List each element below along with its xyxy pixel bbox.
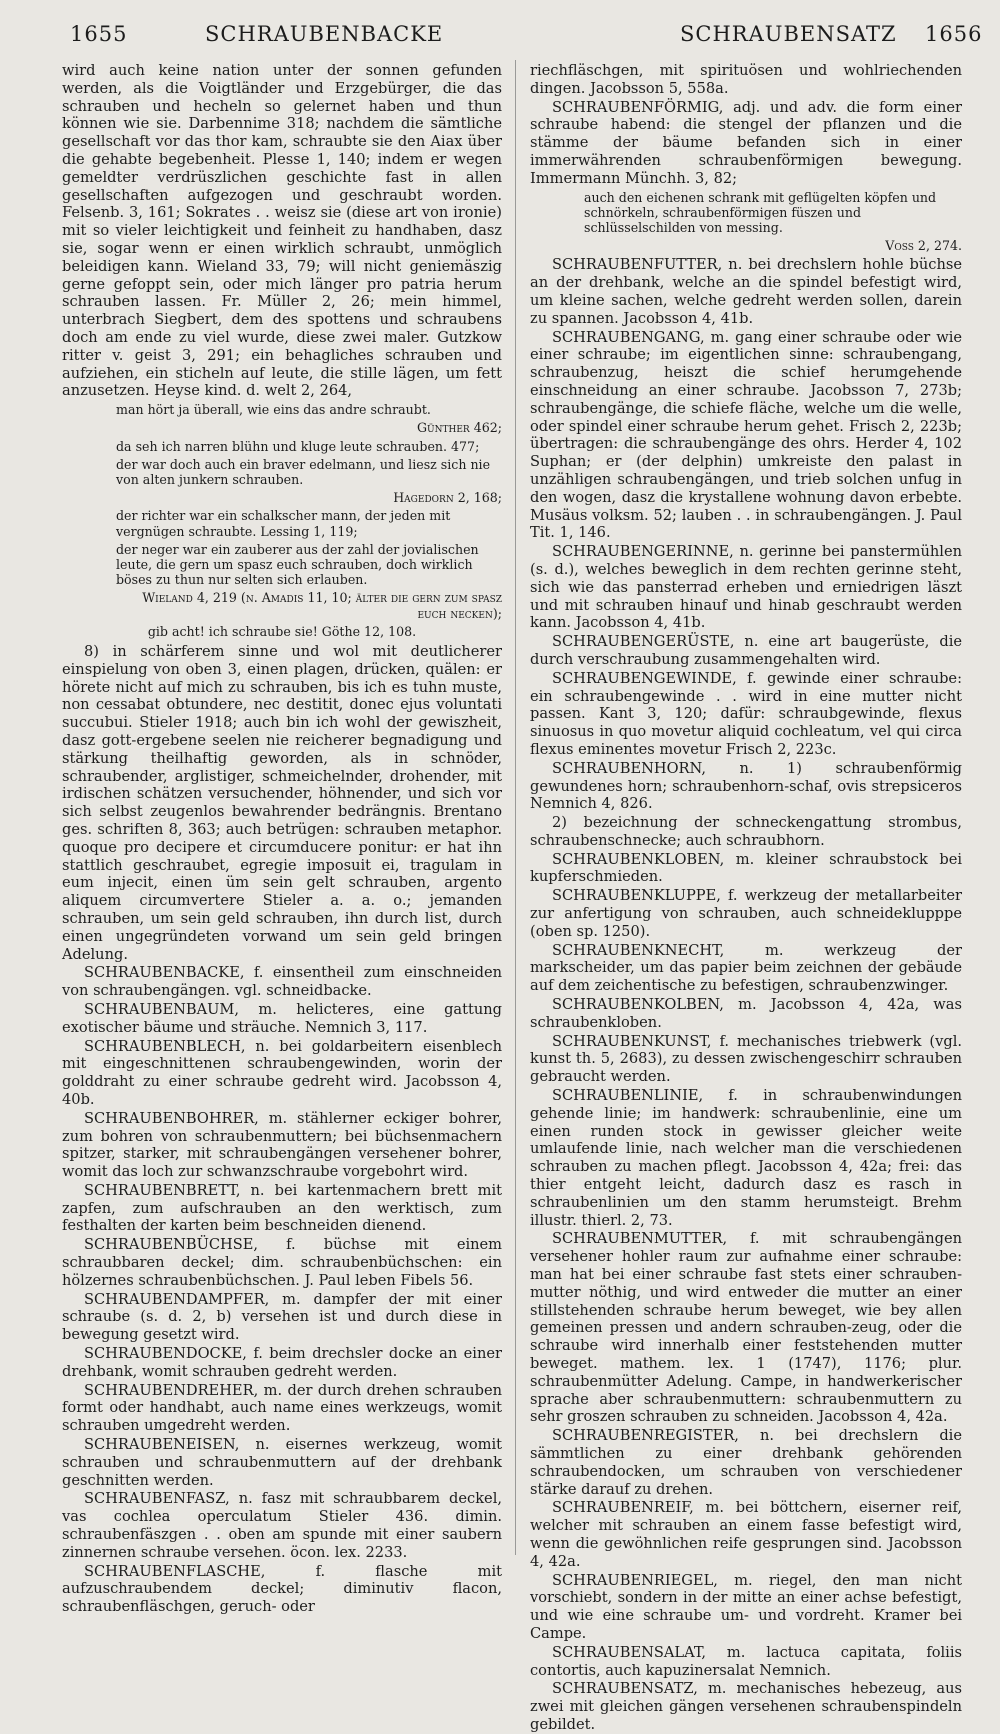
left-column-paragraph: SCHRAUBENBÜCHSE, f. büchse mit einem schraubbaren deckel; dim. schraubenbüchschen: ein hölzernes schraubenbüchschen. J. Paul leben Fibels 56. [62, 1236, 502, 1289]
left-column-paragraph: wird auch keine nation unter der sonnen gefunden werden, als die Voigtländer und Erzgebürger, die das schrauben und hecheln so gelernet haben und thun können wie sie. Darbennime 318; nachdem die sämtliche gesellschaft vor das thor kam, schraubte sie den Aiax über die gehabte begebenheit. Plesse 1, 140; indem er wegen gemeldter verdrüszlichen geschichte fast in allen gesellschaften aufgezogen und geschraubt worden. Felsenb. 3, 161; Sokrates . . weisz sie (diese art von ironie) mit so vieler leichtigkeit und feinheit zu handhaben, dasz sie, sogar wenn er einen wirklich schraubt, unmöglich beleidigen kann. Wieland 33, 79; will nicht geniemäszig gerne gefoppt sein, oder mich länger pro patria herum schrauben lassen. Fr. Müller 2, 26; mein himmel, unterbrach Siegbert, dem des spottens und schraubens doch am ende zu viel wurde, diese zwei maler. Gutzkow ritter v. geist 3, 291; ein behagliches schrauben und aufziehen, ein sticheln auf leute, die stille lägen, um fett anzusetzen. Heyse kind. d. welt 2, 264, [62, 62, 502, 400]
left-column-paragraph: der war doch auch ein braver edelmann, und liesz sich nie von alten junkern schrauben. [116, 456, 491, 487]
running-head-right: SCHRAUBENSATZ [680, 22, 897, 46]
left-column-paragraph: SCHRAUBENBOHRER, m. stählerner eckiger bohrer, zum bohren von schraubenmuttern; bei büchsenmachern spitzer, starker, mit schraubengängen versehener bohrer, womit das loch zur schwanzschraube vorgebohrt wird. [62, 1109, 502, 1181]
right-column-paragraph: SCHRAUBENREIF, m. bei böttchern, eiserner reif, welcher mit schrauben an einem fasse befestigt wird, wenn die gewöhnlichen reife gesprungen sind. Jacobsson 4, 42a. [530, 1499, 962, 1570]
right-column-paragraph: riechfläschgen, mit spirituösen und wohlriechenden dingen. Jacobsson 5, 558a. [530, 62, 962, 97]
right-column-paragraph: Voss 2, 274. [885, 238, 962, 254]
right-column-paragraph: SCHRAUBENGANG, m. gang einer schraube oder wie einer schraube; im eigentlichen sinne: schraubengang, schraubenzug, heiszt die schief herumgehende einschneidung an einer schraube. Jacobsson 7, 273b; schraubengänge, die schiefe fläche, welche um die welle, oder spindel einer schraube herum gehet. Frisch 2, 223b; übertragen: die schraubengänge des ohrs. Herder 4, 102 Suphan; er (der delphin) umkreiste den palast in unzähligen schraubengängen, und trieb solchen unfug in den wogen, dasz die krystallene wohnung davon erbebte. Musäus volksm. 52; lauben . . in schraubengängen. J. Paul Tit. 1, 146. [530, 328, 962, 542]
right-column-paragraph: SCHRAUBENSATZ, m. mechanisches hebezeug, aus zwei mit gleichen gängen versehenen schraubenspindeln gebildet. [530, 1680, 962, 1733]
right-column-paragraph: SCHRAUBENGERÜSTE, n. eine art baugerüste, die durch verschraubung zusammengehalten wird. [530, 633, 962, 668]
right-column-paragraph: SCHRAUBENKUNST, f. mechanisches triebwerk (vgl. kunst th. 5, 2683), zu dessen zwischengeschirr schrauben gebraucht werden. [530, 1032, 962, 1086]
right-column-paragraph: SCHRAUBENREGISTER, n. bei drechslern die sämmtlichen zu einer drehbank gehörenden schraubendocken, um schrauben von verschiedener stärke darauf zu drehen. [530, 1427, 962, 1498]
right-column-paragraph: SCHRAUBENRIEGEL, m. riegel, den man nicht vorschiebt, sondern in der mitte an einer achse befestigt, und wie eine schraube um- und vordreht. Kramer bei Campe. [530, 1571, 962, 1642]
right-column-paragraph: SCHRAUBENGERINNE, n. gerinne bei panstermühlen (s. d.), welches beweglich in dem rechten gerinne steht, sich wie das pansterrad erheben und erniedrigen läszt und mit schrauben hinauf und hinab geschraubt werden kann. Jacobsson 4, 41b. [530, 543, 962, 632]
right-column-paragraph: auch den eichenen schrank mit geflügelten köpfen und schnörkeln, schraubenförmigen füszen und schlüsselschilden von messing. [584, 189, 937, 235]
page-number-right: 1656 [925, 22, 983, 46]
running-head-left: SCHRAUBENBACKE [205, 22, 444, 46]
left-column-paragraph: SCHRAUBENDOCKE, f. beim drechsler docke an einer drehbank, womit schrauben gedreht werden. [62, 1345, 502, 1380]
right-column-paragraph: SCHRAUBENGEWINDE, f. gewinde einer schraube: ein schraubengewinde . . wird in eine mutter nicht passen. Kant 3, 120; dafür: schraubgewinde, flexus sinuosus in quo movetur aliquid cochleatum, vel qui circa flexus eminentes movetur Frisch 2, 223c. [530, 669, 962, 758]
right-column-paragraph: SCHRAUBENKLOBEN, m. kleiner schraubstock bei kupferschmieden. [530, 850, 962, 886]
left-column-paragraph: SCHRAUBENBRETT, n. bei kartenmachern brett mit zapfen, zum aufschrauben an den werktisch, zum festhalten der karten beim beschneiden dienend. [62, 1181, 502, 1235]
left-column-paragraph: der neger war ein zauberer aus der zahl der jovialischen leute, die gern um spasz euch schrauben, doch wirklich böses zu thun nur selten sich erlauben. [116, 541, 479, 588]
right-column-paragraph: SCHRAUBENMUTTER, f. mit schraubengängen versehener hohler raum zur aufnahme einer schraube: man hat bei einer schraube fast stets einer schrauben-mutter nöthig, und wird entweder die mutter an einer stillstehenden schraube herum beweget, wie bey allen gemeinen pressen und andern schrauben-zeug, oder die schraube wird innerhalb einer feststehenden mutter beweget. mathem. lex. 1 (1747), 1176; plur. schraubenmütter Adelung. Campe, in handwerkerischer sprache aber schraubenmuttern: schraubenmuttern zu sehr groszen schrauben zu schneiden. Jacobsson 4, 42a. [530, 1230, 962, 1426]
right-column-paragraph: SCHRAUBENSALAT, m. lactuca capitata, foliis contortis, auch kapuzinersalat Nemnich. [530, 1643, 962, 1679]
left-column-paragraph: 8) in schärferem sinne und wol mit deutlicherer einspielung von oben 3, einen plagen, drücken, quälen: er hörete nicht auf mich zu schrauben, bis ich es tuhn muste, non cessabat obtundere, nec destitit, donec ejus voluntati succubui. Stieler 1918; auch bin ich wohl der gewiszheit, dasz gott-ergebene seelen nie reicherer begnadigung und stärkung theilhaftig geworden, als in schnöder, schraubender, arglistiger, schmeichelnder, drohender, mit irdischen schätzen versuchender, höhnender, und sich vor sich selbst zeugenlos bewahrender bedrängnis. Brentano ges. schriften 8, 363; auch betrügen: schrauben metaphor. quoque pro decipere et circumducere ponitur: er hat ihn stattlich geschraubet, egregie imposuit ei, tragulam in eum injecit, einen üm sein gelt schrauben, argento aliquem circumvertere Stieler a. a. o.; jemanden schrauben, um sein geld schrauben, ihn durch list, durch einen ungegründeten vorwand um sein geld bringen Adelung. [62, 642, 502, 963]
left-column-paragraph: Wieland 4, 219 (n. Amadis 11, 10; älter die gern zum spasz euch necken); [142, 590, 502, 621]
left-column-paragraph: SCHRAUBENDREHER, m. der durch drehen schrauben formt oder handhabt, auch name eines werkzeugs, womit schrauben umgedreht werden. [62, 1381, 502, 1435]
left-column-paragraph: SCHRAUBENDAMPFER, m. dampfer der mit einer schraube (s. d. 2, b) versehen ist und durch diese in bewegung gesetzt wird. [62, 1290, 502, 1344]
right-column-paragraph: SCHRAUBENKOLBEN, m. Jacobsson 4, 42a, was schraubenkloben. [530, 996, 962, 1031]
right-column-paragraph: SCHRAUBENKLUPPE, f. werkzeug der metallarbeiter zur anfertigung von schrauben, auch schneideklupppe (oben sp. 1250). [530, 887, 962, 940]
left-column-paragraph: SCHRAUBENFLASCHE, f. flasche mit aufzuschraubendem deckel; diminutiv flacon, schraubenfläschgen, geruch- oder [62, 1562, 502, 1616]
left-column [62, 62, 502, 1616]
left-column-paragraph: man hört ja überall, wie eins das andre schraubt. [116, 402, 431, 418]
left-column-paragraph: Günther 462; [416, 420, 502, 436]
left-column-paragraph: SCHRAUBENBLECH, n. bei goldarbeitern eisenblech mit eingeschnittenen schraubengewinden, worin der golddraht zu einer schraube gedreht wird. Jacobsson 4, 40b. [62, 1037, 502, 1108]
left-column-paragraph: SCHRAUBENBACKE, f. einsentheil zum einschneiden von schraubengängen. vgl. schneidbacke. [62, 964, 502, 1000]
right-column-paragraph: SCHRAUBENKNECHT, m. werkzeug der markscheider, um das papier beim zeichnen der gebäude auf dem zeichentische zu befestigen, schraubenzwinger. [530, 941, 962, 995]
right-column-paragraph: SCHRAUBENFÖRMIG, adj. und adv. die form einer schraube habend: die stengel der pflanzen und die stämme der bäume befanden sich in einer immerwährenden schraubenförmigen bewegung. Immermann Münchh. 3, 82; [530, 98, 962, 187]
left-column-paragraph: der richter war ein schalkscher mann, der jeden mit vergnügen schraubte. Lessing 1, 119; [116, 508, 451, 539]
right-column-paragraph: SCHRAUBENLINIE, f. in schraubenwindungen gehende linie; im handwerk: schraubenlinie, eine um einen runden stock in gewisser gleicher weite umlaufende linie, nach welcher man die verschiedenen schrauben zu machen pflegt. Jacobsson 4, 42a; frei: das thier entgeht leicht, dadurch dasz es rasch in schraubenlinien um den stamm herumsteigt. Brehm illustr. thierl. 2, 73. [530, 1087, 962, 1229]
right-column-paragraph: 2) bezeichnung der schneckengattung strombus, schraubenschnecke; auch schraubhorn. [530, 814, 962, 849]
left-column-paragraph: SCHRAUBENFASZ, n. fasz mit schraubbarem deckel, vas cochlea operculatum Stieler 436. dimin. schraubenfäszgen . . oben am spunde mit einer saubern zinnernen schraube versehen. öcon. lex. 2233. [62, 1490, 502, 1561]
left-column-paragraph: Hagedorn 2, 168; [393, 490, 502, 506]
right-column [530, 62, 962, 1733]
right-column-paragraph: SCHRAUBENHORN, n. 1) schraubenförmig gewundenes horn; schraubenhorn-schaf, ovis strepsiceros Nemnich 4, 826. [530, 759, 962, 813]
left-column-paragraph: SCHRAUBENEISEN, n. eisernes werkzeug, womit schrauben und schraubenmuttern auf der drehbank geschnitten werden. [62, 1436, 502, 1489]
left-column-paragraph: da seh ich narren blühn und kluge leute schrauben. 477; [116, 438, 480, 454]
left-column-paragraph: SCHRAUBENBAUM, m. helicteres, eine gattung exotischer bäume und sträuche. Nemnich 3, 117. [62, 1000, 502, 1036]
page-number-left: 1655 [70, 22, 128, 46]
right-column-paragraph: SCHRAUBENFUTTER, n. bei drechslern hohle büchse an der drehbank, welche an die spindel befestigt wird, um kleine sachen, welche gedreht werden sollen, darein zu spannen. Jacobsson 4, 41b. [530, 256, 962, 327]
column-divider [515, 60, 516, 1555]
left-column-paragraph: gib acht! ich schraube sie! Göthe 12, 108. [147, 623, 417, 639]
